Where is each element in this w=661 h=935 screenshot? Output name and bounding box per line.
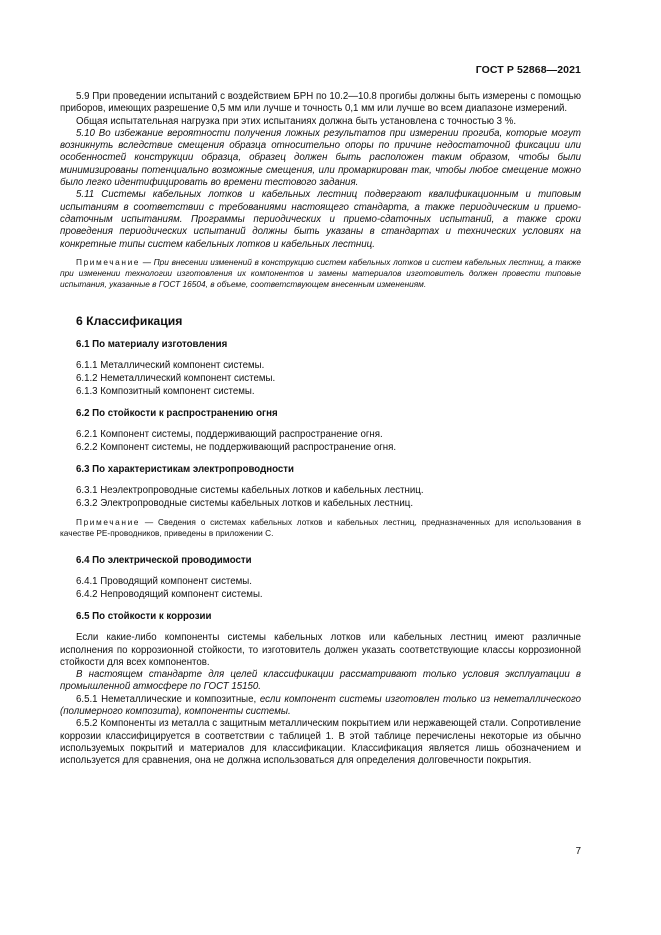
paragraph-5-9-load: Общая испытательная нагрузка при этих испытаниях должна быть установлена с точностью 3 %. [76,115,517,127]
list-item: 6.2.2 Компонент системы, не поддерживающий распространение огня. [76,441,397,453]
paragraph-6-5-2: 6.5.2 Компоненты из металла с защитным металлическим покрытием или нержавеющей стали. Сопротивление коррозии классифицируется в соответствии с таблицей 1. В этой таблице перечислены некоторые из обычно используемых покрытий и материалов для классификации. Классификация является лишь обозначением и используется для сравнения, она не должна использоваться для определения долговечности покрытия. [60,718,581,767]
paragraph-5-9: 5.9 При проведении испытаний с воздействием БРН по 10.2—10.8 прогибы должны быть измерены с помощью приборов, имеющих разрешение 0,5 мм или лучше и точность 0,1 мм или лучше во всем диапазоне измерений. [60,91,581,115]
section-6-4-title: 6.4 По электрической проводимости [76,555,252,567]
note-5-11 [60,257,581,291]
paragraph-6-5-1 [60,694,581,719]
list-item: 6.4.2 Непроводящий компонент системы. [76,588,263,600]
section-6-1-title: 6.1 По материалу изготовления [76,339,228,351]
page-number: 7 [575,846,581,857]
list-item: 6.3.2 Электропроводные системы кабельных лотков и кабельных лестниц. [76,498,414,510]
section-6-title: 6 Классификация [76,314,183,329]
note-label: Примечание [76,256,141,267]
section-6-2-title: 6.2 По стойкости к распространению огня [76,408,278,420]
list-item: 6.1.1 Металлический компонент системы. [76,360,265,372]
standard-number: ГОСТ Р 52868—2021 [475,64,581,76]
paragraph-6-5-1-italic: если компонент системы изготовлен только из неметаллического (полимерного композита), компоненты системы. [60,693,581,717]
list-item: 6.3.1 Неэлектропроводные системы кабельных лотков и кабельных лестниц. [76,485,424,497]
paragraph-6-5: Если какие-либо компоненты системы кабельных лотков или кабельных лестниц имеют различные исполнения по коррозионной стойкости, то изготовитель должен указать соответствующие классы коррозионной стойкости для всех компонентов. [60,632,581,668]
list-item: 6.1.3 Композитный компонент системы. [76,385,255,397]
note-label: Примечание [76,516,141,527]
list-item: 6.4.1 Проводящий компонент системы. [76,576,252,588]
list-item: 6.1.2 Неметаллический компонент системы. [76,373,276,385]
note-text: — Сведения о системах кабельных лотков и кабельных лестниц, предназначенных для использования в качестве PE-проводников, приведены в приложении С. [60,516,581,538]
paragraph-5-10: 5.10 Во избежание вероятности получения ложных результатов при измерении прогиба, которые могут возникнуть вследствие смещения образца относительно опоры по причине недостаточной фиксации или особенностей конструкции образца, образец должен быть расположен таким образом, чтобы были минимизированы потенциально возможные смещения, или промаркирован так, чтобы любое смещение можно было легко идентифицировать во времени тестового задания. [60,127,581,189]
paragraph-5-11: 5.11 Системы кабельных лотков и кабельных лестниц подвергают квалификационным и типовым испытаниям в соответствии с требованиями настоящего стандарта, а также периодическим и приемо-сдаточным испытаниям. Программы периодических и приемо-сдаточных испытаний, а также сроки проведения периодических испытаний должны быть указаны в стандартах и технических условиях на конкретные типы систем кабельных лотков и кабельных лестниц. [60,189,581,250]
list-item: 6.2.1 Компонент системы, поддерживающий распространение огня. [76,429,383,441]
paragraph-6-5-scope: В настоящем стандарте для целей классификации рассматривают только условия эксплуатации в промышленной атмосфере по ГОСТ 15150. [60,669,581,693]
page-content [60,91,581,767]
note-6-3 [60,517,581,539]
note-text: — При внесении изменений в конструкцию систем кабельных лотков и систем кабельных лестниц, а также при изменении технологии изготовления их компонентов и замены материалов изготовитель должен провести типовые испытания, указанные в ГОСТ 16504, в объеме, соответствующем внесенным изменениям. [60,256,581,290]
section-6-3-title: 6.3 По характеристикам электропроводности [76,464,294,476]
paragraph-6-5-1-lead: 6.5.1 Неметаллические и композитные, [76,693,260,705]
section-6-5-title: 6.5 По стойкости к коррозии [76,611,212,623]
